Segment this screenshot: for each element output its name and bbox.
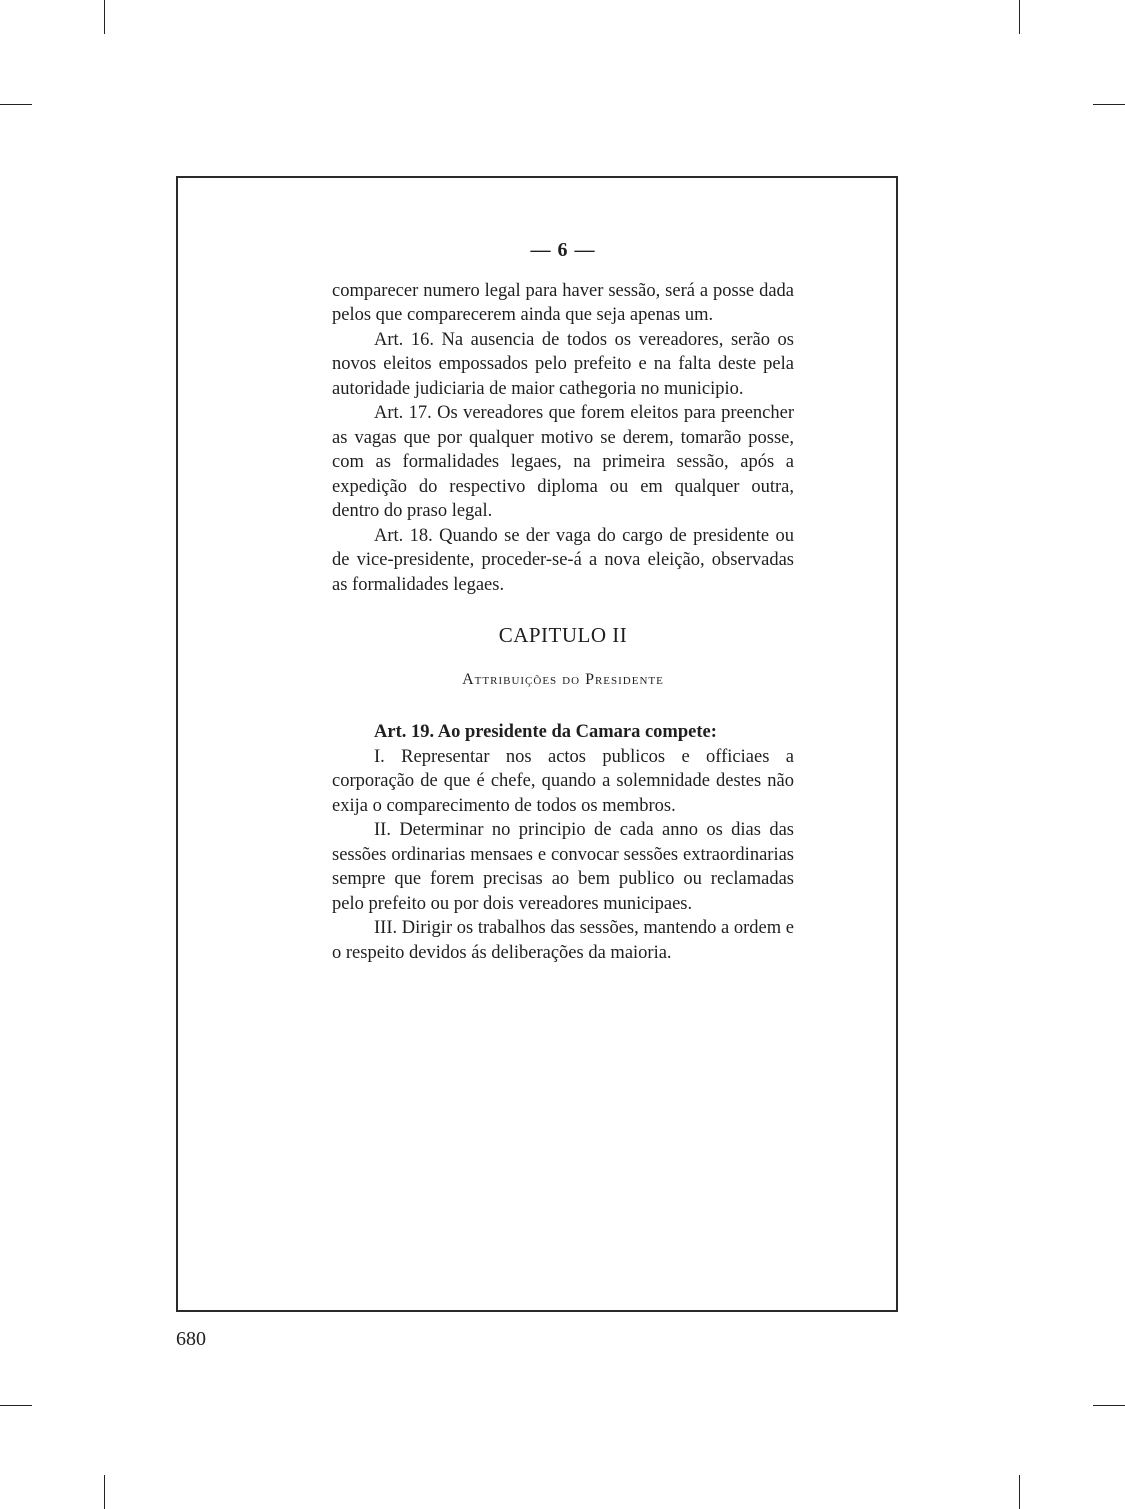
chapter-subtitle: Attribuições do Presidente — [462, 670, 664, 688]
paragraph-item-iii: III. Dirigir os trabalhos das sessões, mantendo a ordem e o respeito devidos ás deliberações da maioria. — [332, 918, 794, 963]
page-header: — 6 — — [530, 239, 596, 261]
chapter-title: CAPITULO II — [498, 623, 628, 647]
crop-mark — [0, 1405, 32, 1406]
page-number: 680 — [176, 1328, 206, 1350]
crop-mark — [104, 1475, 105, 1509]
paragraph-art-16: Art. 16. Na ausencia de todos os vereadores, serão os novos eleitos empossados pelo prefeito e na falta deste pela autoridade judiciaria de maior cathegoria no municipio. — [332, 329, 794, 399]
paragraph-item-i: I. Representar nos actos publicos e officiaes a corporação de que é chefe, quando a solemnidade destes não exija o comparecimento de todos os membros. — [332, 746, 794, 816]
paragraph-art-17: Art. 17. Os vereadores que forem eleitos para preencher as vagas que por qualquer motivo se derem, tomarão posse, com as formalidades legaes, na primeira sessão, após a expedição do respectivo diploma ou em qualquer outra, dentro do praso legal. — [332, 403, 794, 521]
paragraph-art-19: Art. 19. Ao presidente da Camara compete: — [374, 722, 717, 742]
crop-mark — [1019, 1475, 1020, 1509]
crop-mark — [1019, 0, 1020, 34]
crop-mark — [104, 0, 105, 34]
paragraph-item-ii: II. Determinar no principio de cada anno os dias das sessões ordinarias mensaes e convocar sessões extraordinarias sempre que forem precisas ao bem publico ou reclamadas pelo prefeito ou por dois vereadores municipaes. — [332, 820, 794, 914]
crop-mark — [1093, 104, 1125, 105]
paragraph: comparecer numero legal para haver sessão, será a posse dada pelos que comparecerem ainda que seja apenas um. — [332, 280, 794, 325]
page-text — [332, 238, 794, 965]
crop-mark — [1093, 1405, 1125, 1406]
crop-mark — [0, 104, 32, 105]
scanned-page-frame — [176, 176, 898, 1312]
paragraph-art-18: Art. 18. Quando se der vaga do cargo de presidente ou de vice-presidente, proceder-se-á a nova eleição, observadas as formalidades legaes. — [332, 525, 794, 595]
